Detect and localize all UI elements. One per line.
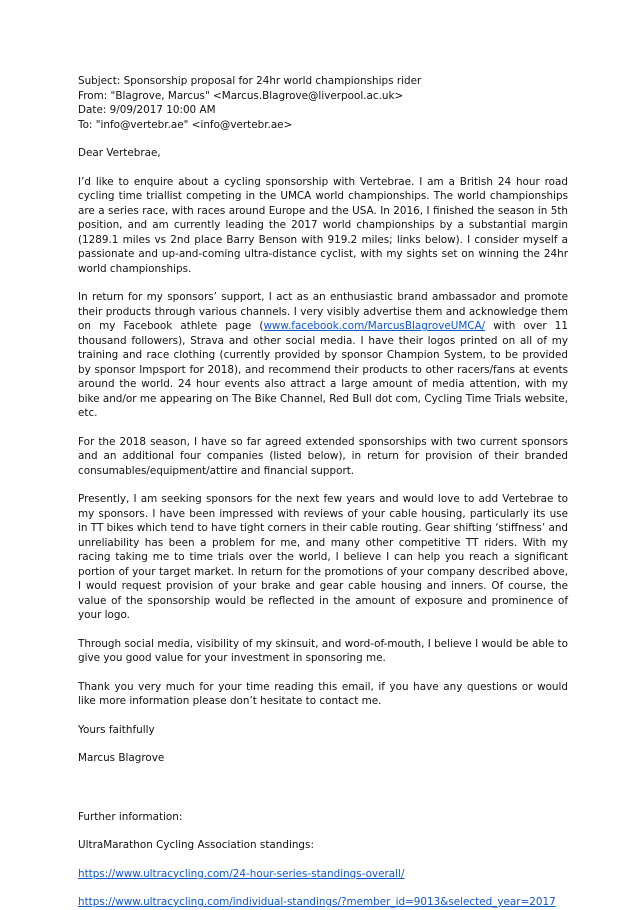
greeting: Dear Vertebrae,: [78, 147, 161, 159]
standings-overall-link[interactable]: https://www.ultracycling.com/24-hour-series-standings-overall/: [78, 867, 405, 880]
paragraph-intro: I’d like to enquire about a cycling sponsorship with Vertebrae. I am a British 24 hour road cycling time triallist competing in the UMCA world championships. The world championships are a series race, with races around Europe and the USA. In 2016, I finished the season in 5th position, and am currently leading the 2017 world championships by a substantial margin (1289.1 miles vs 2nd place Barry Benson with 919.2 miles; links below). I consider myself a passionate and up-and-coming ultra-distance cyclist, with my sights set on winning the 24hr world championships.: [78, 175, 568, 275]
signature: Marcus Blagrove: [78, 752, 165, 764]
from-line: From: "Blagrove, Marcus" <Marcus.Blagrove@liverpool.ac.uk>: [78, 89, 404, 102]
closing: Yours faithfully: [78, 723, 155, 736]
paragraph-value: Through social media, visibility of my skinsuit, and word-of-mouth, I believe I would be able to give you good value for your investment in sponsoring me.: [78, 637, 568, 664]
link-item: [78, 895, 568, 910]
email-document: [78, 74, 568, 910]
to-line: To: "info@vertebr.ae" <info@vertebr.ae>: [78, 118, 293, 131]
further-info-heading: Further information:: [78, 810, 183, 823]
link-item: [78, 867, 568, 882]
facebook-link[interactable]: www.facebook.com/MarcusBlagroveUMCA/: [263, 320, 486, 332]
date-line: Date: 9/09/2017 10:00 AM: [78, 104, 216, 116]
standings-heading: UltraMarathon Cycling Association standings:: [78, 839, 314, 851]
paragraph-seeking-sponsors: Presently, I am seeking sponsors for the next few years and would love to add Vertebrae to my sponsors. I have been impressed with reviews of your cable housing, particularly its use in TT bikes which tend to have tight corners in their cable routing. Gear shifting ‘stiffness’ and unreliability has been a problem for me, and many other competitive TT riders. With my racing taking me to time trials over the world, I believe I can help you reach a significant portion of your target market. In return for the promotions of your company described above, I would request provision of your brake and gear cable housing and inners. Of course, the value of the sponsorship would be reflected in the amount of exposure and prominence of your logo.: [78, 493, 568, 621]
paragraph-brand-ambassador: [78, 290, 568, 421]
paragraph-2018-season: For the 2018 season, I have so far agreed extended sponsorships with two current sponsors and an additional four companies (listed below), in return for provision of their branded consumables/equipment/attire and financial support.: [78, 435, 568, 477]
email-header: [78, 74, 568, 132]
subject-line: Subject: Sponsorship proposal for 24hr world championships rider: [78, 75, 422, 87]
individual-standings-link[interactable]: https://www.ultracycling.com/individual-standings/?member_id=9013&selected_year=2017: [78, 896, 556, 908]
para2-text-before: In return for my sponsors’ support, I act as an enthusiastic brand ambassador and promote their products through various channels. I very visibly advertise them and acknowledge them on my Facebook athlete page (: [78, 291, 568, 332]
para2-text-after: with over 11 thousand followers), Strava and other social media. I have their logos printed on all of my training and race clothing (currently provided by sponsor Champion System, to be provided by sponsor Impsport for 2018), and recommend their products to other racers/fans at events around the world. 24 hour events also attract a large amount of media attention, with my bike and/or me appearing on The Bike Channel, Red Bull dot com, Cycling Time Trials website, etc.: [78, 320, 568, 419]
paragraph-thanks: Thank you very much for your time reading this email, if you have any questions or would like more information please don’t hesitate to contact me.: [78, 680, 568, 707]
